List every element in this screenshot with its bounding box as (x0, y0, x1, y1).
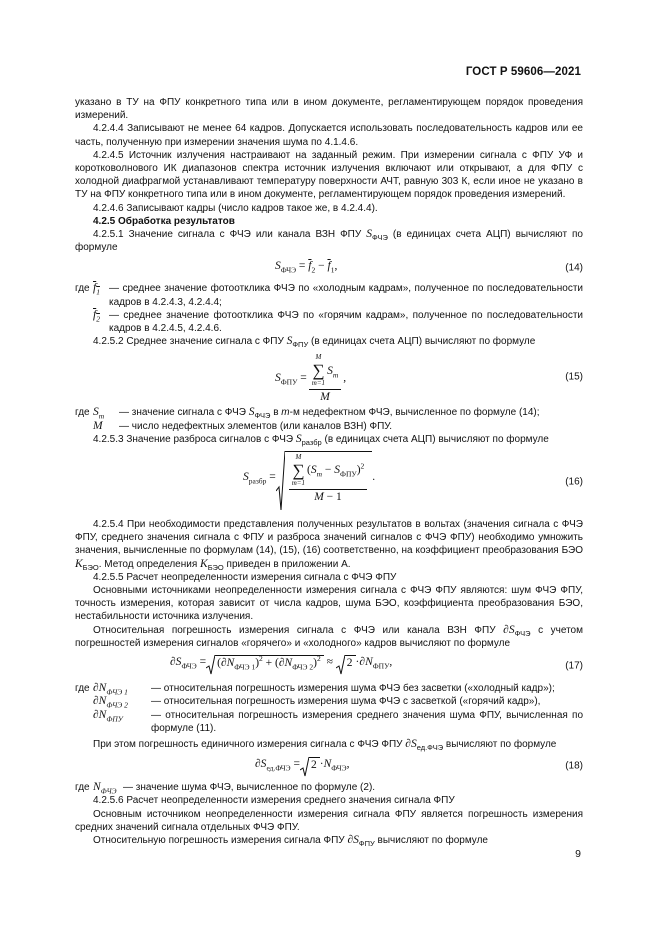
formula-number: (16) (565, 476, 583, 488)
paragraph: 4.2.5.5 Расчет неопределенности измерения сигнала с ФЧЭ ФПУ (93, 571, 397, 583)
where-block: где $\partial N_{ФЧЭ 1}$ — относительная погрешность измерения шума ФЧЭ без засветки («холодный кадр»); $\partial N_{ФЧЭ 2}$ — относительная погрешность измерения шума ФЧЭ с засветкой («горячий кадр»), $\partial N_{ФПУ}$ — относительная погрешность измерения среднего значения шума ФПУ, вычисленная по формуле (11). (75, 682, 583, 734)
paragraph: 4.2.5.2 Среднее значение сигнала с ФПУ $S_{ФПУ}$ (в единицах счета АЦП) вычисляют по формуле (93, 335, 536, 350)
formula-number: (15) (565, 371, 583, 383)
paragraph: 4.2.5.4 При необходимости представления полученных результатов в вольтах (значения сигнала с ФЧЭ ФПУ, среднего значения сигнала с ФПУ и разброса значений сигналов с ФЧЭ ФПУ) необходимо умножить значения, вычисленные по формулам (14), (15), (16) соответственно, на коэффициент преобразования БЭО $K_{БЭО}$. Метод определения $K_{БЭО}$ приведен в приложении А. (75, 519, 583, 572)
paragraph: Основным источником неопределенности измерения сигнала ФПУ является погрешность измерения средних значений сигнала отдельных ФЧЭ ФПУ. (75, 808, 583, 833)
paragraph: 4.2.4.4 Записывают не менее 64 кадров. Допускается использовать последовательность кадров или ее часть, полученную при измерении значения шума по 4.1.4.6. (75, 123, 583, 148)
paragraph: 4.2.4.5 Источник излучения настраивают на заданный режим. При измерении сигнала с ФПУ УФ и коротковолнового ИК диапазонов спектра источник излучения включают или открывают, а для ФПУ с холодной диафрагмой устанавливают температуру поверхности АЧТ, равную 303 К, если иное не указано в ТУ на ФПУ конкретного типа или в ином документе, регламентирующем порядок проведения измерений. (75, 149, 583, 201)
paragraph: 4.2.5.1 Значение сигнала с ФЧЭ или канала ВЗН ФПУ $S_{ФЧЭ}$ (в единицах счета АЦП) вычисляют по формуле (75, 228, 583, 254)
paragraph: Относительную погрешность измерения сигнала ФПУ $\partial S_{ФПУ}$ вычисляют по формуле (93, 833, 488, 848)
paragraph: Относительная погрешность измерения сигнала с ФЧЭ или канала ВЗН ФПУ $\partial S_{ФЧЭ}$ с учетом погрешностей измерения сигналов «горячего» и «холодного» кадров вычисляют по формуле (75, 623, 583, 649)
paragraph: указано в ТУ на ФПУ конкретного типа или в ином документе, регламентирующем порядок проведения измерений. (75, 97, 583, 122)
where-block: где $S_m$ — значение сигнала с ФЧЭ $S_{ФЧЭ}$ в m-м недефектном ФЧЭ, вычисленное по формуле (14); M — число недефектных элементов (или каналов ВЗН) ФПУ. (75, 406, 540, 432)
paragraph: Основными источниками неопределенности измерения сигнала с ФЧЭ ФПУ являются: шум ФЧЭ ФПУ, точность измерения, которая зависит от числа кадров, шума БЭО, коэффициента преобразования БЭО, нестабильности источника излучения. (75, 585, 583, 623)
formula-number: (14) (565, 262, 583, 274)
formula-18: $\partial S_{ед.ФЧЭ}$ = 2 $\cdot N_{ФЧЭ}$, (18) (75, 754, 583, 778)
paragraph: 4.2.5.6 Расчет неопределенности измерения среднего значения сигнала ФПУ (93, 795, 455, 807)
formula-number: (18) (565, 760, 583, 772)
paragraph: При этом погрешность единичного измерения сигнала с ФЧЭ ФПУ $\partial S_{ед.ФЧЭ}$ вычисляют по формуле (93, 737, 557, 752)
section-heading: 4.2.5 Обработка результатов (93, 215, 235, 227)
standard-header: ГОСТ Р 59606—2021 (465, 66, 581, 78)
paragraph: 4.2.4.6 Записывают кадры (число кадров такое же, в 4.2.4.4). (93, 202, 378, 214)
page-number: 9 (575, 848, 581, 860)
formula-15: $S_{ФПУ}$ = M ∑ m=1 $S_m$ M , (15) (275, 353, 583, 404)
paragraph: 4.2.5.3 Значение разброса сигналов с ФЧЭ $S_{разбр}$ (в единицах счета АЦП) вычисляют по формуле (93, 432, 549, 447)
where-block: где $N_{ФЧЭ}$ — значение шума ФЧЭ, вычисленное по формуле (2). (75, 781, 376, 796)
where-block: где $f_1$ — среднее значение фотоотклика ФЧЭ по «холодным кадрам», полученное по последовательности кадров в 4.2.4.3, 4.2.4.4; $f_2$ — среднее значение фотоотклика ФЧЭ по «горячим кадрам», полученное по последовательности кадров в 4.2.4.5, 4.2.4.6. (75, 282, 583, 335)
document-body (75, 96, 583, 847)
formula-14: $S_{ФЧЭ} = \overline{f}_2 - \overline{f}_1$, (14) (275, 260, 583, 275)
formula-16: $S_{разбр}$ = M ∑ m=1 $(S_m - S_{ФПУ})^2$ M − 1 . (16) (75, 449, 583, 515)
formula-17: $\partial S_{ФЧЭ}$ = $(\partial N_{ФЧЭ 1})^2 + (\partial N_{ФЧЭ 2})^2$ ≈ 2 $\cdot\partial N_{ФПУ}$, (17) (75, 653, 583, 679)
formula-number: (17) (565, 660, 583, 672)
